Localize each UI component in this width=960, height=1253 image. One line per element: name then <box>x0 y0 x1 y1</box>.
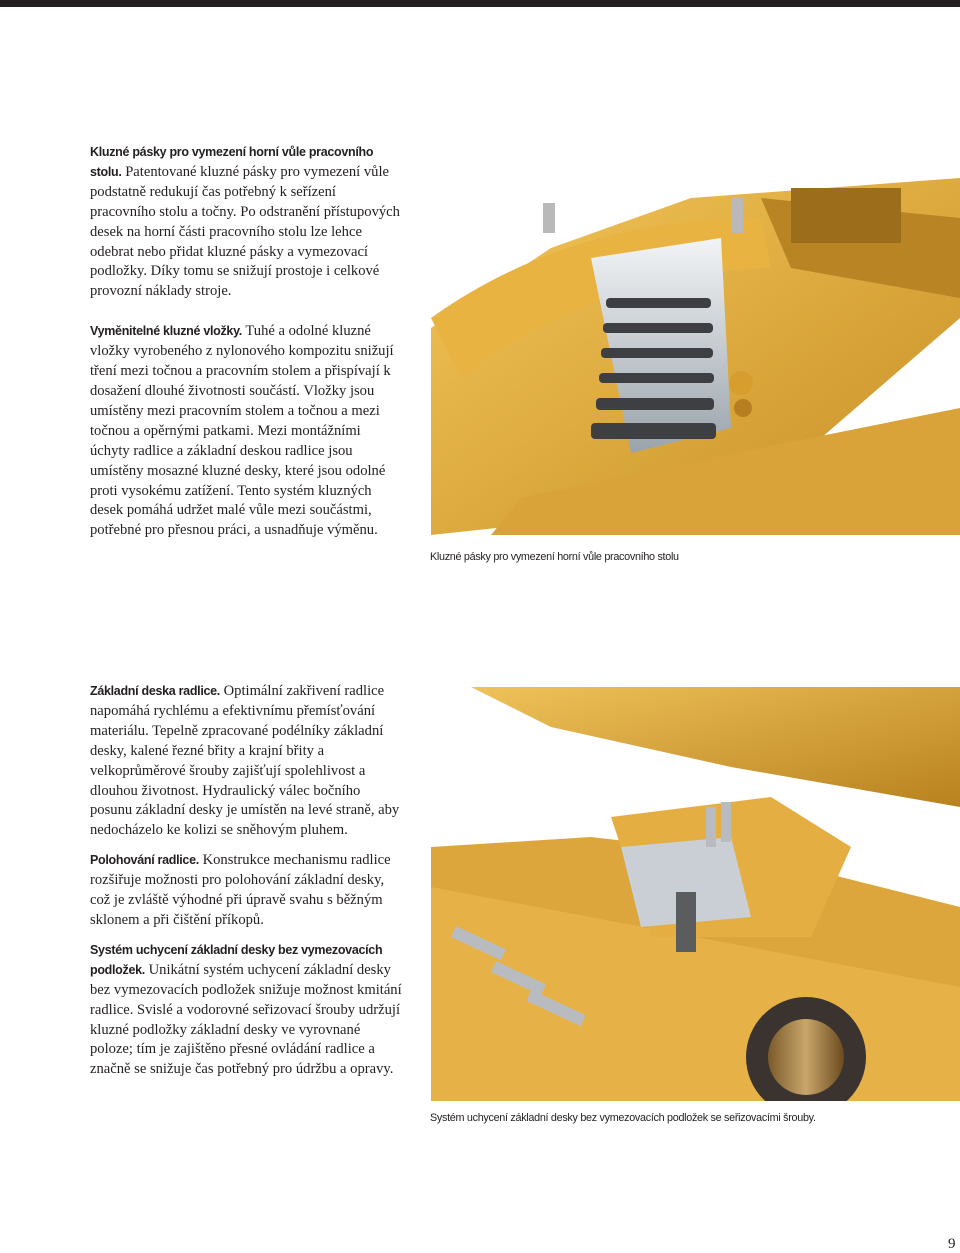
body-positioning: Konstrukce mechanismu radlice rozšiřuje možnosti pro polohování základní desky, což je zvláště výhodné při úpravě svahu s běžným sklonem a při čištění příkopů. <box>90 852 391 928</box>
heading-moldboard: Základní deska radlice. <box>90 684 220 698</box>
paragraph-wear-strips <box>90 143 402 302</box>
heading-wear-inserts: Vyměnitelné kluzné vložky. <box>90 324 242 339</box>
top-rule <box>0 0 960 7</box>
heading-mounting: Systém uchycení základní desky bez vymezovacích podložek. <box>90 942 383 977</box>
body-wear-strips: Patentované kluzné pásky pro vymezení vůle podstatně redukují čas potřebný k seřízení pracovního stolu a točny. Po odstranění přístupových desek na horní části pracovního stolu lze lehce odebrat nebo přidat kluzné pásky a vymezovací podložky. Díky tomu se snižují prostoje i celkové provozní náklady stroje. <box>90 163 400 300</box>
body-mounting: Unikátní systém uchycení základní desky bez vymezovacích podložek snižuje možnost kmitání radlice. Svislé a vodorovné seřizovací šrouby udržují kluzné podložky základní desky ve vyrovnané poloze; tím je zajištěno přesné ovládání radlice a značně se snižuje čas potřebný pro údržbu a opravy. <box>90 961 402 1078</box>
paragraph-moldboard <box>90 682 402 841</box>
moldboard-mounting-image <box>431 687 960 1101</box>
paragraph-wear-inserts <box>90 322 402 541</box>
heading-positioning: Polohování radlice. <box>90 853 199 868</box>
page-number: 9 <box>948 1236 956 1252</box>
caption-bottom: Systém uchycení základní desky bez vymezovacích podložek se seřizovacími šrouby. <box>430 1112 816 1124</box>
heading-wear-strips: Kluzné pásky pro vymezení horní vůle pracovního stolu. <box>90 145 374 179</box>
text-column-bottom <box>90 682 402 1080</box>
body-moldboard: Optimální zakřivení radlice napomáhá rychlému a efektivnímu přemísťování materiálu. Tepelně zpracované podélníky základní desky, kalené řezné břity a krajní břity a velkoprůměrové šrouby zajišťují spolehlivost a dlouhou životnost. Hydraulický válec bočního posunu základní desky je umístěn na levé straně, aby nedocházelo ke kolizi se sněhovým pluhem. <box>90 683 400 839</box>
caption-top: Kluzné pásky pro vymezení horní vůle pracovního stolu <box>430 551 679 563</box>
body-wear-inserts: Tuhé a odolné kluzné vložky vyrobeného z nylonového kompozitu snižují tření mezi točnou a pracovním stolem a přispívají k dosažení dlouhé životnosti součástí. Vložky jsou umístěny mezi pracovním stolem a točnou a mezi točnou a opěrnými patkami. Mezi montážními úchyty radlice a základní deskou radlice jsou umístěny mosazné kluzné desky, které jsou odolné proti vysokému zatížení. Tento systém kluzných desek pomáhá udržet malé vůle mezi součástmi, potřebné pro přesnou práci, a usnadňuje výměnu. <box>90 323 394 539</box>
text-column-top <box>90 143 402 541</box>
wear-strips-image <box>431 178 960 535</box>
paragraph-positioning <box>90 851 402 931</box>
paragraph-mounting <box>90 941 402 1080</box>
